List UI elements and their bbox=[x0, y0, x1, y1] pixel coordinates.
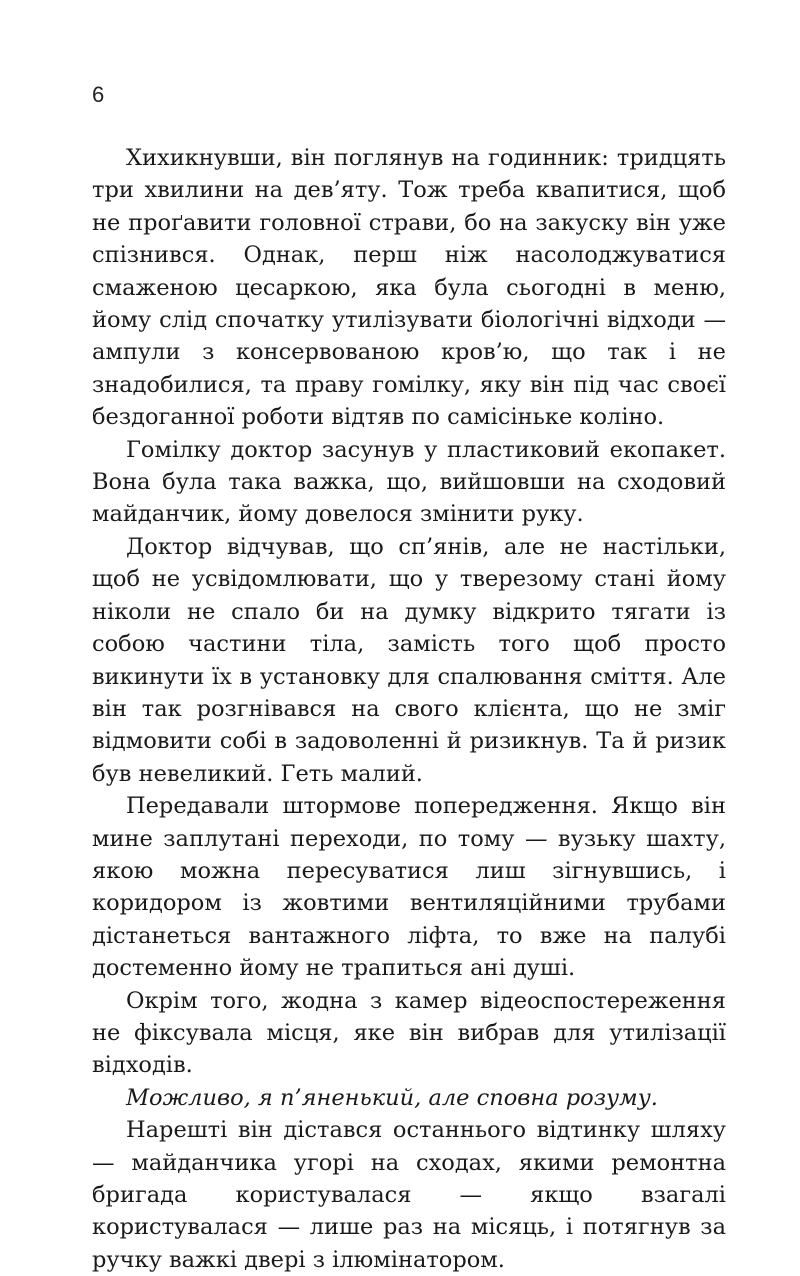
paragraph-5: Окрім того, жодна з камер відеоспостереження не фіксувала місця, яке він вибрав для утилізації відходів. bbox=[92, 987, 726, 1079]
paragraph-3: Доктор відчував, що сп’янів, але не настільки, щоб не усвідомлювати, що у тверезому стані йому ніколи не спало би на думку відкрито тягати із собою частини тіла, замість того щоб просто викинути їх в установку для спалювання сміття. Але він так розгнівався на свого клієнта, що не зміг відмовити собі в задоволенні й ризикнув. Та й ризик був невеликий. Геть малий. bbox=[92, 533, 726, 787]
paragraph-4: Передавали штормове попередження. Якщо він мине заплутані переходи, по тому — вузьку шахту, якою можна пересуватися лиш зігнувшись, і коридором із жовтими вентиляційними трубами дістанеться вантажного ліфта, то вже на палубі достеменно йому не трапиться ані душі. bbox=[92, 793, 726, 982]
body-text bbox=[92, 142, 726, 1276]
paragraph-6-italic-thought: Можливо, я п’яненький, але сповна розуму. bbox=[126, 1084, 658, 1111]
page-number: 6 bbox=[92, 82, 105, 107]
paragraph-2: Гомілку доктор засунув у пластиковий екопакет. Вона була така важка, що, вийшовши на сходовий майданчик, йому довелося змінити руку. bbox=[92, 436, 726, 528]
paragraph-1: Хихикнувши, він поглянув на годинник: тридцять три хвилини на дев’яту. Тож треба квапитися, щоб не проґавити головної страви, бо на закуску він уже спізнився. Однак, перш ніж насолоджуватися смаженою цесаркою, яка була сьогодні в меню, йому слід спочатку утилізувати біологічні відходи — ампули з консервованою кров’ю, що так і не знадобилися, та праву гомілку, яку він під час своєї бездоганної роботи відтяв по самісіньке коліно. bbox=[92, 145, 726, 431]
paragraph-7: Нарешті він дістався останнього відтинку шляху — майданчика угорі на сходах, якими ремонтна бригада користувалася — якщо взагалі користувалася — лише раз на місяць, і потягнув за ручку важкі двері з ілюмінатором. bbox=[92, 1117, 726, 1273]
